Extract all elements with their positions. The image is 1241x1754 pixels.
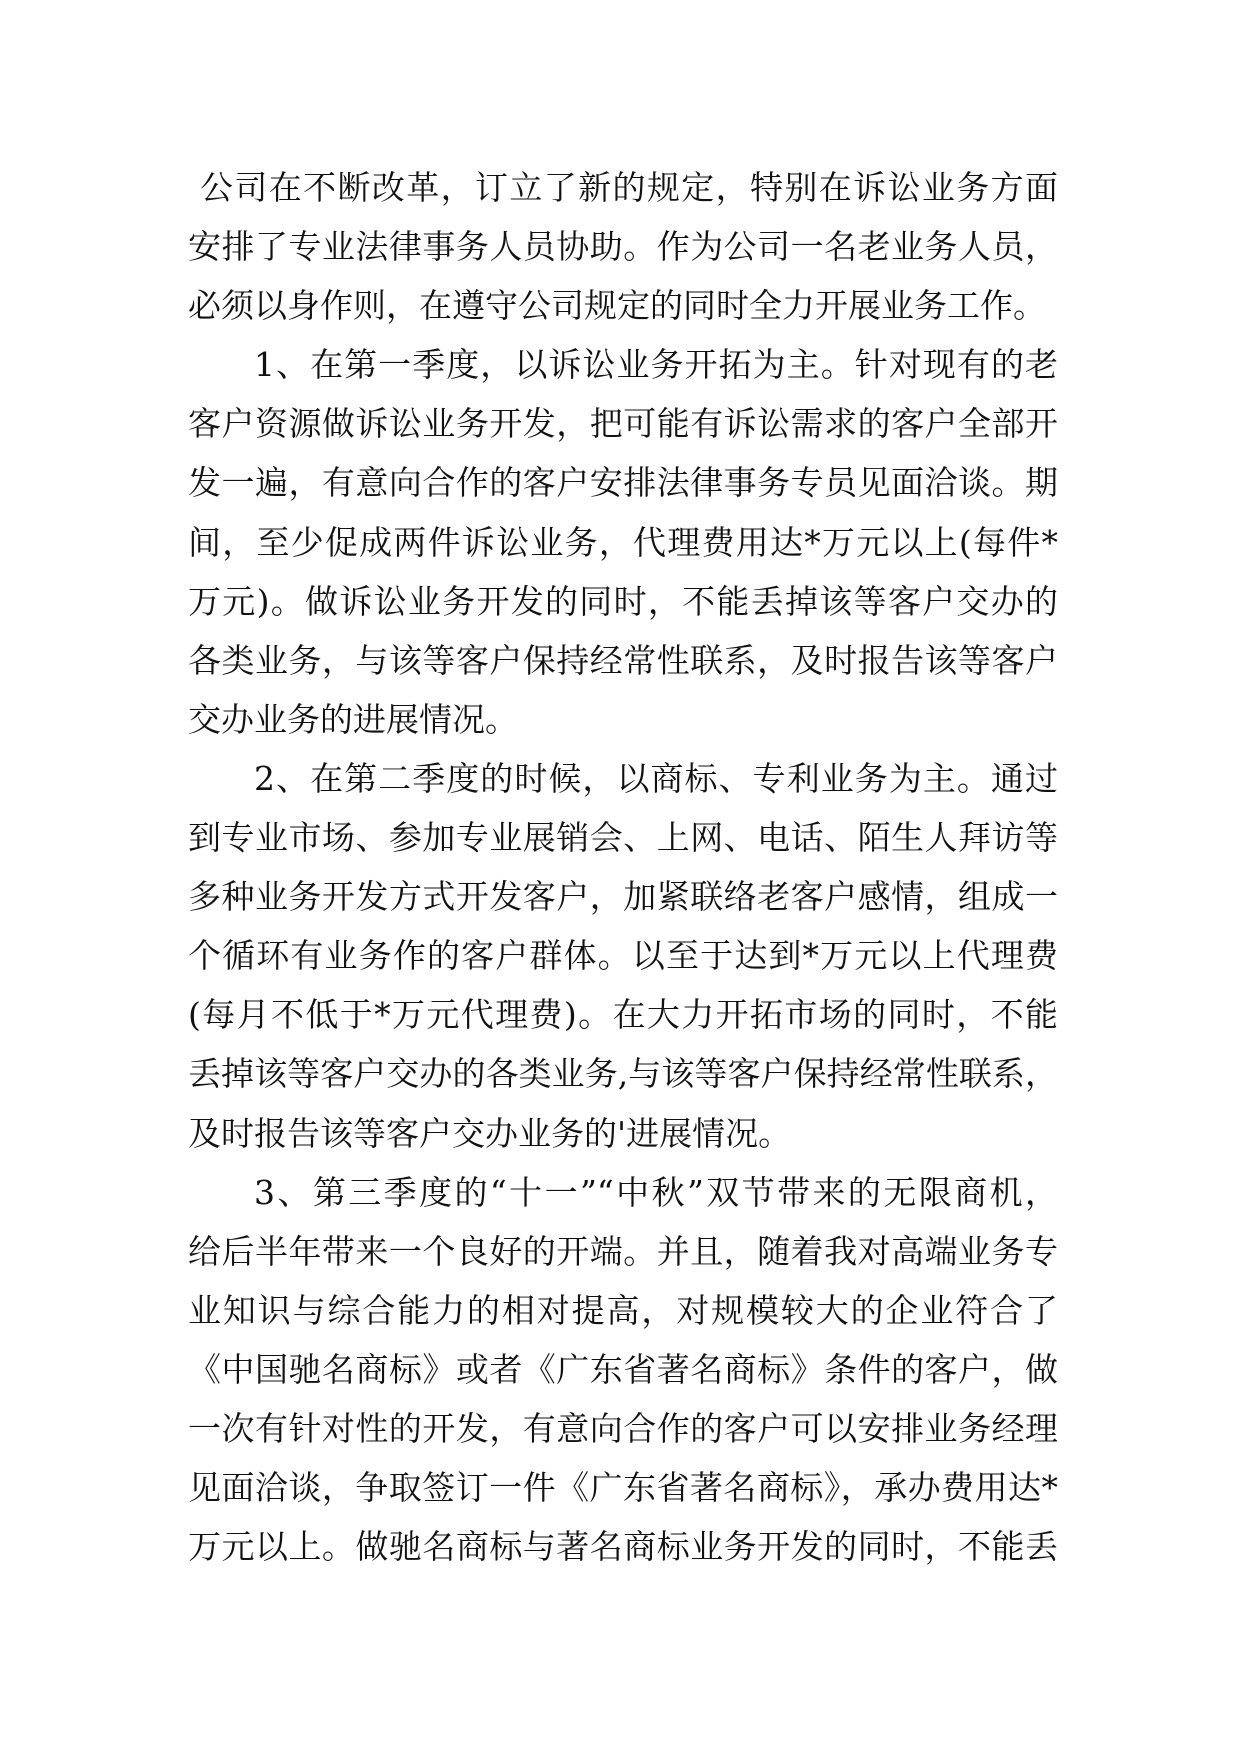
text-line: 万元以上。做驰名商标与著名商标业务开发的同时，不能丢 — [188, 1527, 1058, 1567]
text-line: 一次有针对性的开发，有意向合作的客户可以安排业务经理 — [188, 1408, 1058, 1448]
text-line: 到专业市场、参加专业展销会、上网、电话、陌生人拜访等 — [188, 818, 1058, 858]
text-line: 必须以身作则，在遵守公司规定的同时全力开展业务工作。 — [188, 286, 1046, 326]
text-line: (每月不低于*万元代理费)。在大力开拓市场的同时，不能 — [188, 995, 1058, 1035]
text-line: 发一遍，有意向合作的客户安排法律事务专员见面洽谈。期 — [188, 463, 1058, 503]
text-line: 业知识与综合能力的相对提高，对规模较大的企业符合了 — [188, 1290, 1058, 1330]
text-line: 安排了专业法律事务人员协助。作为公司一名老业务人员， — [188, 227, 1058, 267]
text-line: 丢掉该等客户交办的各类业务,与该等客户保持经常性联系， — [188, 1054, 1058, 1094]
text-line: 各类业务，与该等客户保持经常性联系，及时报告该等客户 — [188, 640, 1058, 680]
text-line: 交办业务的进展情况。 — [188, 699, 518, 739]
text-line: 公司在不断改革，订立了新的规定，特别在诉讼业务方面 — [200, 168, 1058, 207]
text-line: 见面洽谈，争取签订一件《广东省著名商标》，承办费用达* — [188, 1468, 1058, 1508]
text-line: 给后半年带来一个良好的开端。并且，随着我对高端业务专 — [188, 1231, 1058, 1271]
paragraph-2-start: 2、在第二季度的时候，以商标、专利业务为主。通过 — [254, 758, 1058, 798]
text-line: 客户资源做诉讼业务开发，把可能有诉讼需求的客户全部开 — [188, 404, 1058, 444]
text-line: 及时报告该等客户交办业务的'进展情况。 — [188, 1113, 792, 1153]
paragraph-1-start: 1、在第一季度，以诉讼业务开拓为主。针对现有的老 — [254, 345, 1058, 385]
text-line: 多种业务开发方式开发客户，加紧联络老客户感情，组成一 — [188, 877, 1058, 917]
text-line: 间，至少促成两件诉讼业务，代理费用达*万元以上(每件* — [188, 522, 1058, 562]
paragraph-3-start: 3、第三季度的“十一”“中秋”双节带来的无限商机， — [254, 1172, 1058, 1212]
text-line: 《中国驰名商标》或者《广东省著名商标》条件的客户，做 — [188, 1349, 1058, 1389]
text-line: 万元)。做诉讼业务开发的同时，不能丢掉该等客户交办的 — [188, 581, 1058, 621]
text-line: 个循环有业务作的客户群体。以至于达到*万元以上代理费 — [188, 936, 1058, 976]
body-text — [188, 158, 1058, 1576]
